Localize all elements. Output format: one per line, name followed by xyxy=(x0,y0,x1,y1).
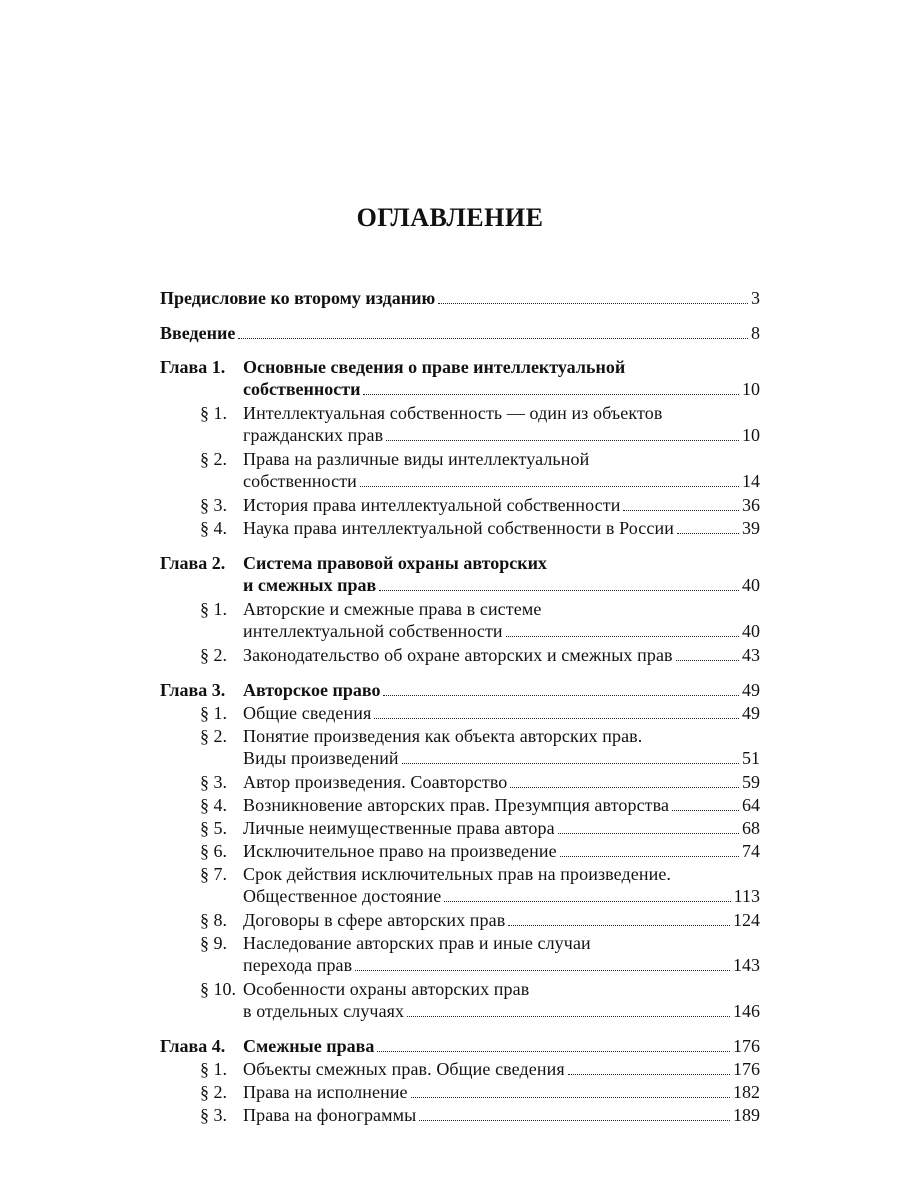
leader-dots xyxy=(238,338,748,339)
section-title-line1: Права на различные виды интеллектуальной xyxy=(243,449,590,469)
toc-section-1-3[interactable] xyxy=(160,494,760,516)
section-title: Договоры в сфере авторских прав xyxy=(243,910,506,930)
page-number: 51 xyxy=(742,748,760,768)
page-number: 49 xyxy=(742,680,760,700)
chapter-label: Глава 4. xyxy=(160,1036,226,1056)
section-title-line1: Авторские и смежные права в системе xyxy=(243,599,542,619)
section-number: § 10. xyxy=(200,979,236,999)
page-number: 39 xyxy=(742,518,760,538)
section-title: История права интеллектуальной собственности xyxy=(243,495,621,515)
section-number: § 1. xyxy=(200,703,227,723)
toc-section-4-1[interactable] xyxy=(160,1058,760,1080)
leader-dots xyxy=(355,970,730,971)
section-title-line2: Общественное достояние xyxy=(243,886,442,906)
section-number: § 3. xyxy=(200,772,227,792)
leader-dots xyxy=(672,810,739,811)
leader-dots xyxy=(438,303,748,304)
leader-dots xyxy=(623,510,739,511)
leader-dots xyxy=(568,1074,730,1075)
entry-text: Предисловие ко второму изданию xyxy=(160,288,436,308)
page-number: 14 xyxy=(742,471,760,491)
leader-dots xyxy=(677,533,739,534)
section-title: Общие сведения xyxy=(243,703,372,723)
page-number: 189 xyxy=(733,1105,760,1125)
section-title-line1: Понятие произведения как объекта авторских прав. xyxy=(243,726,643,746)
section-title: Автор произведения. Соавторство xyxy=(243,772,508,792)
page-number: 10 xyxy=(742,425,760,445)
section-title-line1: Особенности охраны авторских прав xyxy=(243,979,530,999)
leader-dots xyxy=(360,486,739,487)
page-number: 124 xyxy=(733,910,760,930)
page-number: 3 xyxy=(751,288,760,308)
section-title-line2: собственности xyxy=(243,471,357,491)
page-number: 43 xyxy=(742,645,760,665)
toc-chapter-3[interactable] xyxy=(160,679,760,701)
leader-dots xyxy=(386,440,739,441)
section-number: § 3. xyxy=(200,495,227,515)
chapter-title: Авторское право xyxy=(243,680,381,700)
section-title-line2: интеллектуальной собственности xyxy=(243,621,503,641)
toc-section-3-7[interactable] xyxy=(160,863,760,907)
leader-dots xyxy=(510,787,739,788)
section-title: Личные неимущественные права автора xyxy=(243,818,555,838)
section-number: § 7. xyxy=(200,864,227,884)
section-number: § 9. xyxy=(200,933,227,953)
toc-section-3-3[interactable] xyxy=(160,771,760,793)
page-number: 182 xyxy=(733,1082,760,1102)
entry-text: Введение xyxy=(160,323,236,343)
page-number: 36 xyxy=(742,495,760,515)
page-number: 64 xyxy=(742,795,760,815)
toc-section-3-5[interactable] xyxy=(160,817,760,839)
page-number: 74 xyxy=(742,841,760,861)
leader-dots xyxy=(676,660,739,661)
toc-section-2-1[interactable] xyxy=(160,598,760,642)
toc-section-4-3[interactable] xyxy=(160,1104,760,1126)
page-number: 40 xyxy=(742,575,760,595)
page-number: 8 xyxy=(751,323,760,343)
chapter-title-line2: и смежных прав xyxy=(243,575,377,595)
section-number: § 3. xyxy=(200,1105,227,1125)
page-number: 40 xyxy=(742,621,760,641)
section-number: § 2. xyxy=(200,449,227,469)
toc-chapter-2[interactable] xyxy=(160,552,760,596)
page-number: 59 xyxy=(742,772,760,792)
page-number: 113 xyxy=(733,886,760,906)
section-number: § 2. xyxy=(200,726,227,746)
leader-dots xyxy=(506,636,739,637)
chapter-label: Глава 2. xyxy=(160,553,226,573)
toc-section-3-8[interactable] xyxy=(160,909,760,931)
toc-section-3-4[interactable] xyxy=(160,794,760,816)
section-title: Права на фонограммы xyxy=(243,1105,417,1125)
page-number: 146 xyxy=(733,1001,760,1021)
leader-dots xyxy=(374,718,739,719)
section-number: § 1. xyxy=(200,1059,227,1079)
leader-dots xyxy=(377,1051,730,1052)
leader-dots xyxy=(419,1120,730,1121)
chapter-title: Смежные права xyxy=(243,1036,375,1056)
section-title-line1: Срок действия исключительных прав на произведение. xyxy=(243,864,672,884)
chapter-title-line1: Основные сведения о праве интеллектуальной xyxy=(243,357,626,377)
toc-section-1-2[interactable] xyxy=(160,448,760,492)
page-number: 143 xyxy=(733,955,760,975)
page-number: 176 xyxy=(733,1036,760,1056)
toc-entry-introduction[interactable] xyxy=(160,322,760,344)
toc-section-3-9[interactable] xyxy=(160,932,760,976)
section-title-line2: Виды произведений xyxy=(243,748,399,768)
leader-dots xyxy=(407,1016,730,1017)
toc-chapter-4[interactable] xyxy=(160,1035,760,1057)
section-number: § 4. xyxy=(200,795,227,815)
leader-dots xyxy=(560,856,739,857)
section-number: § 5. xyxy=(200,818,227,838)
section-title-line2: гражданских прав xyxy=(243,425,384,445)
section-number: § 2. xyxy=(200,645,227,665)
page-number: 10 xyxy=(742,379,760,399)
leader-dots xyxy=(558,833,739,834)
leader-dots xyxy=(411,1097,730,1098)
section-number: § 6. xyxy=(200,841,227,861)
toc-section-3-2[interactable] xyxy=(160,725,760,769)
section-title-line1: Интеллектуальная собственность — один из объектов xyxy=(243,403,663,423)
leader-dots xyxy=(363,394,739,395)
section-title: Исключительное право на произведение xyxy=(243,841,557,861)
leader-dots xyxy=(508,925,730,926)
page-number: 68 xyxy=(742,818,760,838)
chapter-label: Глава 3. xyxy=(160,680,226,700)
toc-section-1-4[interactable] xyxy=(160,517,760,539)
section-title: Наука права интеллектуальной собственности в России xyxy=(243,518,674,538)
chapter-label: Глава 1. xyxy=(160,357,226,377)
section-title: Права на исполнение xyxy=(243,1082,408,1102)
section-title: Законодательство об охране авторских и смежных прав xyxy=(243,645,673,665)
leader-dots xyxy=(444,901,730,902)
chapter-title-line2: собственности xyxy=(243,379,361,399)
section-title-line2: перехода прав xyxy=(243,955,353,975)
page-number: 176 xyxy=(733,1059,760,1079)
section-number: § 1. xyxy=(200,599,227,619)
section-number: § 4. xyxy=(200,518,227,538)
toc-section-3-6[interactable] xyxy=(160,840,760,862)
section-title-line2: в отдельных случаях xyxy=(243,1001,405,1021)
chapter-title-line1: Система правовой охраны авторских xyxy=(243,553,547,573)
section-number: § 2. xyxy=(200,1082,227,1102)
toc-section-4-2[interactable] xyxy=(160,1081,760,1103)
toc-entry-preface[interactable] xyxy=(160,287,760,309)
section-number: § 8. xyxy=(200,910,227,930)
toc-section-1-1[interactable] xyxy=(160,402,760,446)
leader-dots xyxy=(402,763,739,764)
section-number: § 1. xyxy=(200,403,227,423)
section-title-line1: Наследование авторских прав и иные случаи xyxy=(243,933,591,953)
leader-dots xyxy=(383,695,739,696)
page-title: ОГЛАВЛЕНИЕ xyxy=(356,203,544,232)
section-title: Объекты смежных прав. Общие сведения xyxy=(243,1059,565,1079)
toc-section-3-10[interactable] xyxy=(160,978,760,1022)
leader-dots xyxy=(379,590,739,591)
toc-section-3-1[interactable] xyxy=(160,702,760,724)
toc-chapter-1[interactable] xyxy=(160,356,760,400)
section-title: Возникновение авторских прав. Презумпция авторства xyxy=(243,795,670,815)
toc-section-2-2[interactable] xyxy=(160,644,760,666)
page-number: 49 xyxy=(742,703,760,723)
